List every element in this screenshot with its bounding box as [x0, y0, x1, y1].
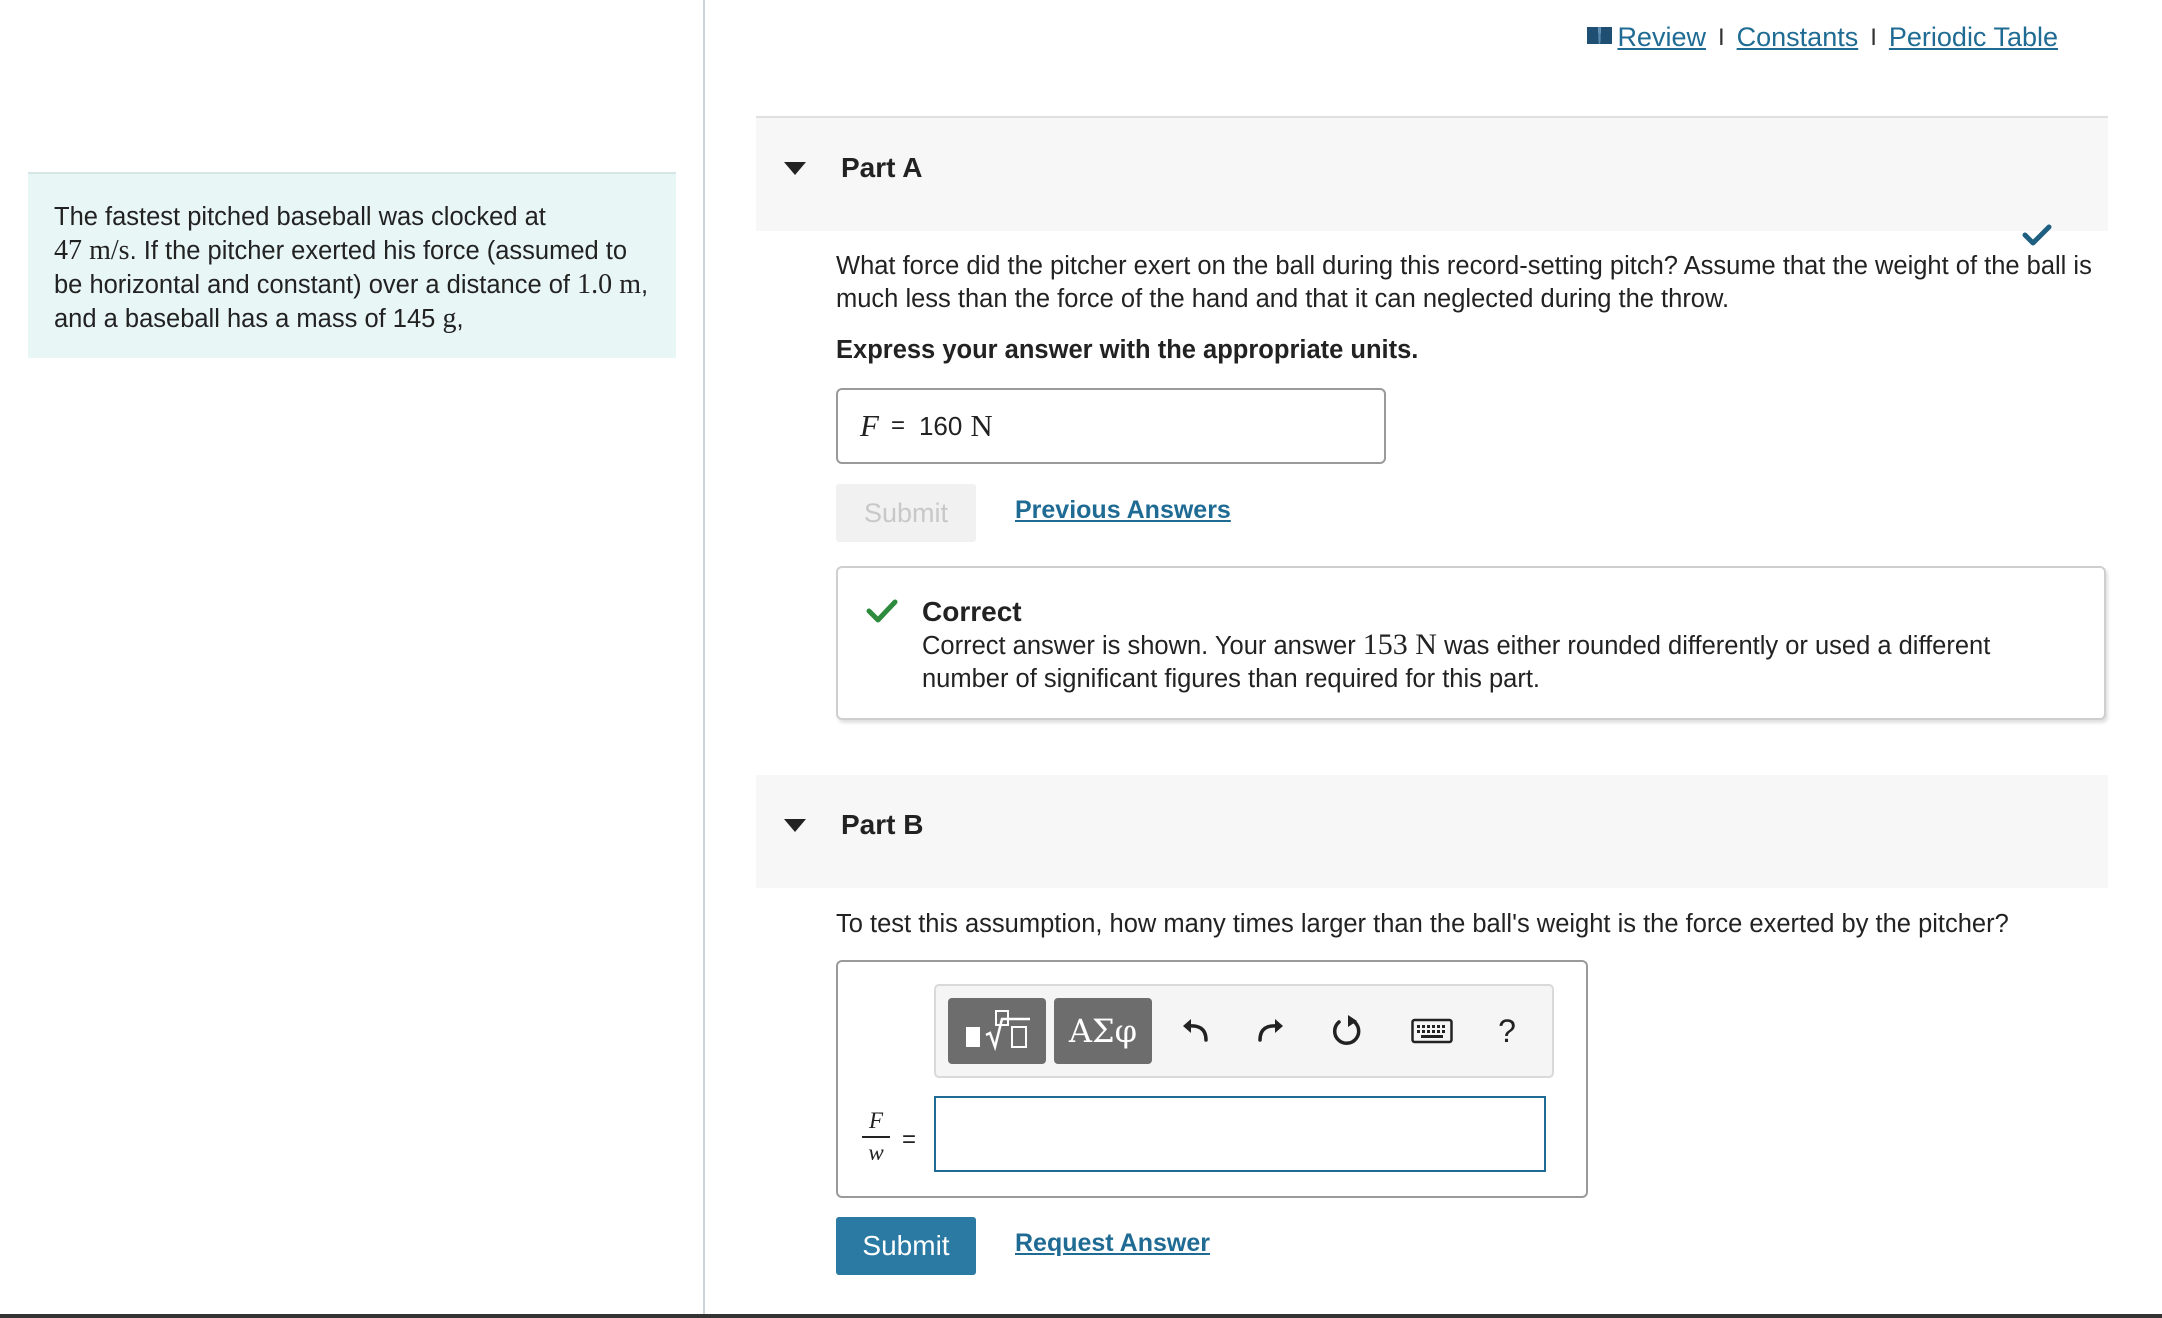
intro-text-3: , and a baseball has a mass of 145 [54, 271, 649, 333]
speed-unit: m/s [89, 235, 130, 266]
intro-text-end: , [456, 305, 464, 333]
answer-variable: F [860, 408, 879, 443]
part-a-question: What force did the pitcher exert on the ball during this record-setting pitch? Assume that the weight of the ball is much less than the force of the hand and that it can neglected during the throw. [836, 252, 2092, 313]
constants-link[interactable]: Constants [1736, 22, 1859, 52]
fraction-bar [862, 1136, 890, 1138]
reset-icon[interactable] [1324, 1008, 1370, 1054]
feedback-text-before: Correct answer is shown. Your answer [922, 632, 1356, 660]
speed-value: 47 [54, 235, 82, 266]
part-a-title: Part A [841, 152, 923, 183]
math-answer-container [836, 960, 1588, 1198]
collapse-caret-icon[interactable] [784, 819, 806, 832]
header-links [1585, 22, 2058, 53]
undo-icon[interactable] [1172, 1008, 1218, 1054]
feedback-title: Correct [922, 596, 1022, 627]
fraction-numerator: F [868, 1108, 884, 1133]
request-answer-link[interactable]: Request Answer [1015, 1229, 1210, 1257]
keyboard-icon[interactable] [1402, 1008, 1462, 1054]
review-link[interactable] [1585, 22, 1706, 53]
math-answer-input[interactable] [934, 1096, 1546, 1172]
answer-value: 160 [918, 410, 963, 441]
bottom-rule [0, 1314, 2162, 1318]
part-b-title: Part B [841, 809, 924, 840]
mass-unit: g [442, 303, 457, 334]
fraction-sqrt-templates-icon[interactable] [948, 998, 1046, 1064]
problem-intro [28, 172, 676, 358]
feedback-text-after: was either rounded differently or used a different number of significant figures than required for this part. [922, 632, 1991, 693]
feedback-text [922, 628, 2072, 696]
previous-answers-link[interactable]: Previous Answers [1015, 496, 1231, 524]
answer-equals: = [890, 412, 905, 439]
feedback-box [836, 566, 2106, 720]
collapse-caret-icon[interactable] [784, 162, 806, 175]
distance-value: 1.0 [577, 269, 613, 300]
part-a-header[interactable] [756, 118, 2108, 231]
part-a-answer-field [836, 388, 1386, 464]
part-b-submit-button[interactable]: Submit [836, 1217, 976, 1275]
intro-text-2: . If the pitcher exerted his force (assumed to be horizontal and constant) over a distance of [54, 237, 628, 299]
redo-icon[interactable] [1248, 1008, 1294, 1054]
periodic-table-link[interactable]: Periodic Table [1888, 22, 2058, 52]
part-a-submit-button: Submit [836, 484, 976, 542]
equals-sign: = [902, 1126, 917, 1153]
correct-check-icon [866, 598, 898, 624]
templates-glyph-icon [960, 1009, 1034, 1053]
fraction-label [862, 1108, 890, 1166]
review-link-label: Review [1617, 22, 1706, 52]
answer-unit: N [970, 408, 993, 443]
link-separator: I [1870, 23, 1877, 51]
distance-unit: m [619, 269, 641, 300]
math-toolbar [934, 984, 1554, 1078]
feedback-user-value: 153 N [1362, 628, 1437, 661]
fraction-denominator: w [868, 1140, 884, 1165]
check-icon [2022, 223, 2052, 247]
left-pane [0, 0, 705, 1314]
book-icon [1585, 24, 1615, 46]
link-separator: I [1717, 23, 1725, 51]
help-button[interactable]: ? [1498, 1012, 1516, 1049]
intro-text-1: The fastest pitched baseball was clocked at [54, 203, 546, 231]
part-a-instruction: Express your answer with the appropriate units. [836, 336, 1419, 364]
part-b-question: To test this assumption, how many times larger than the ball's weight is the force exerted by the pitcher? [836, 910, 2009, 938]
part-b-header[interactable] [756, 775, 2108, 888]
symbols-button[interactable]: ΑΣφ [1054, 998, 1152, 1064]
